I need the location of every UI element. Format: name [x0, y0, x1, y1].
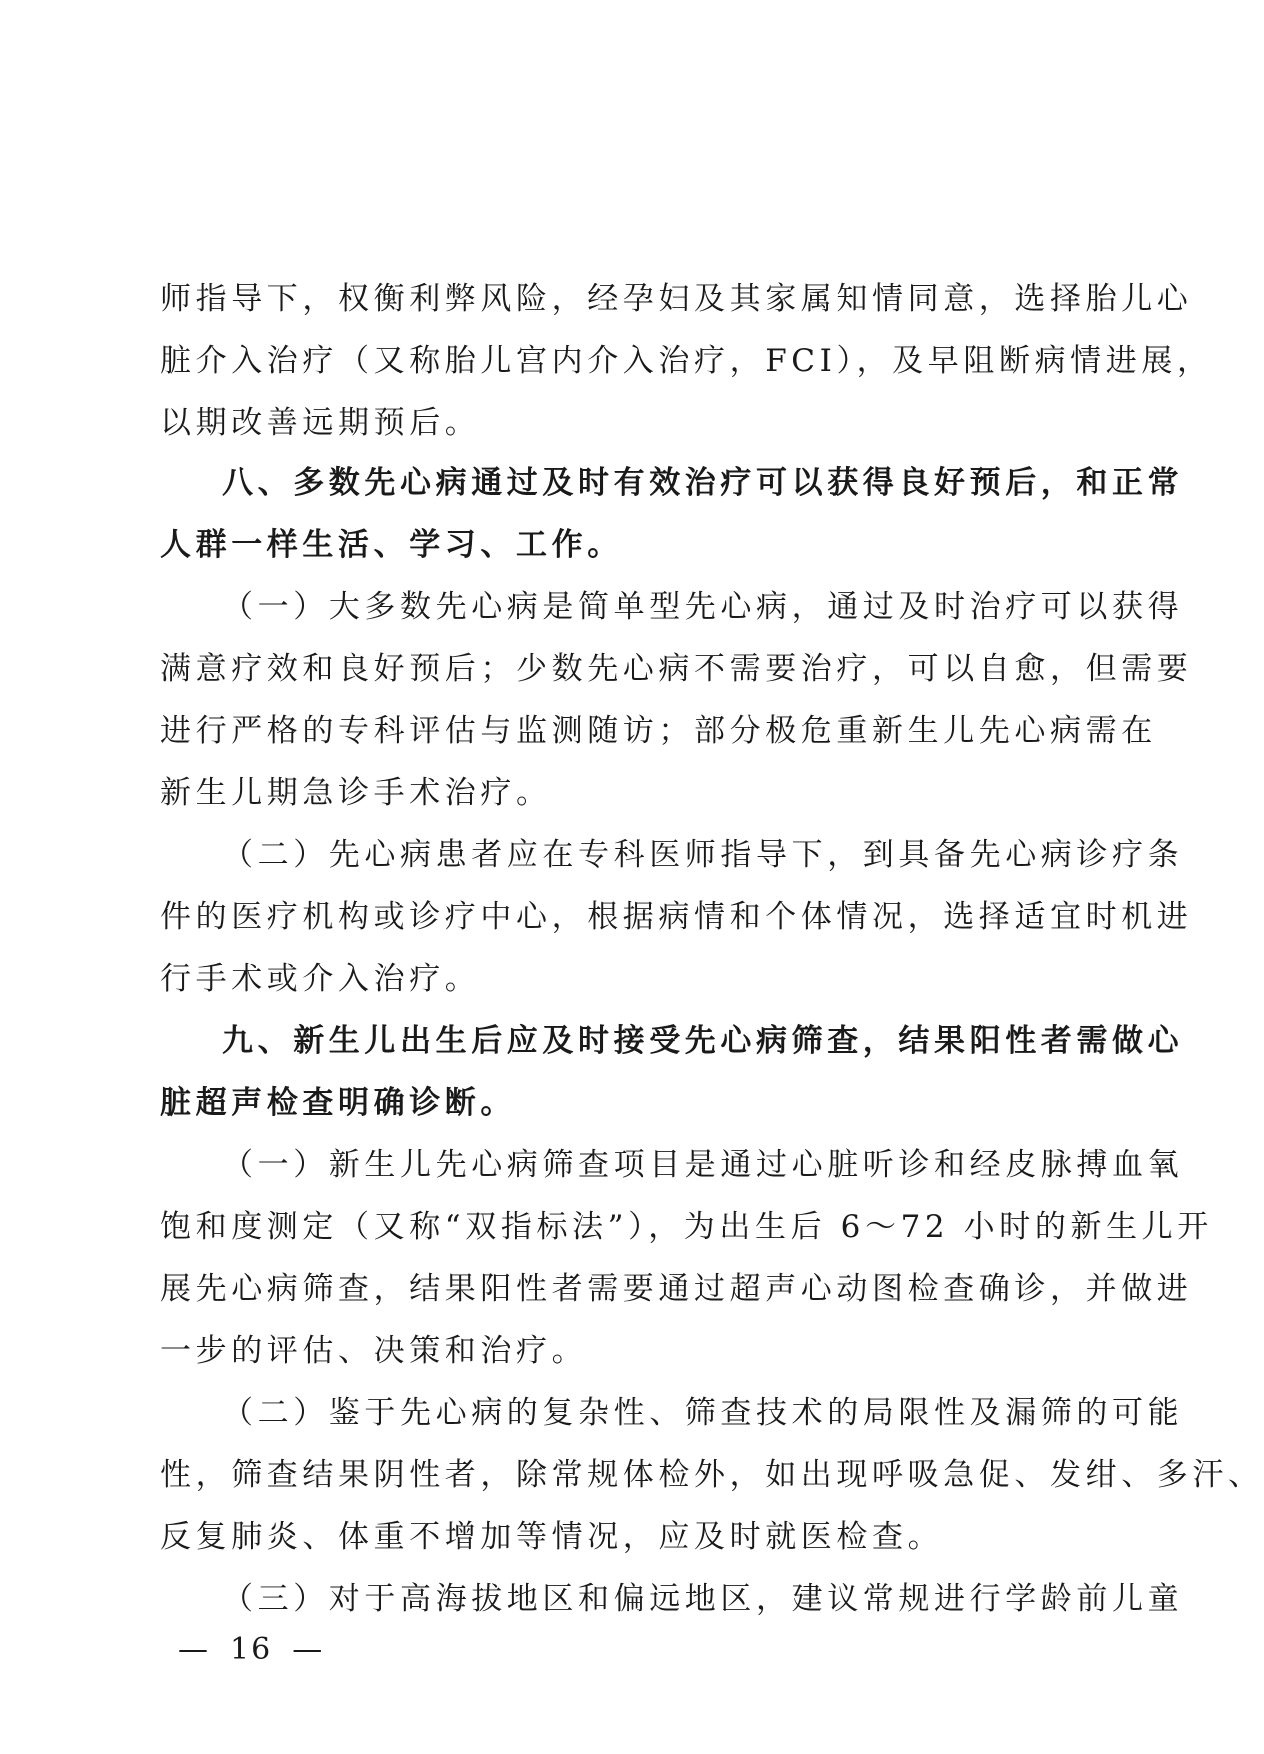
text-line: 脏介入治疗（又称胎儿宫内介入治疗，FCI），及早阻断病情进展，	[160, 343, 1213, 379]
text-line: 满意疗效和良好预后；少数先心病不需要治疗，可以自愈，但需要	[160, 651, 1193, 687]
paragraph-8-1	[160, 576, 1193, 824]
text-line: 展先心病筛查，结果阳性者需要通过超声心动图检查确诊，并做进	[160, 1271, 1193, 1307]
page-number-dash-left: —	[178, 1632, 210, 1667]
text-line: 反复肺炎、体重不增加等情况，应及时就医检查。	[160, 1519, 944, 1555]
text-line: （一）大多数先心病是简单型先心病，通过及时治疗可以获得	[222, 589, 1184, 625]
page-number-value: 16	[230, 1632, 273, 1667]
heading-line: 九、新生儿出生后应及时接受先心病筛查，结果阳性者需做心	[222, 1023, 1184, 1059]
heading-line: 八、多数先心病通过及时有效治疗可以获得良好预后，和正常	[222, 465, 1184, 501]
text-line: （三）对于高海拔地区和偏远地区，建议常规进行学龄前儿童	[222, 1581, 1184, 1617]
heading-line: 脏超声检查明确诊断。	[160, 1085, 516, 1121]
page-number	[172, 1632, 330, 1667]
text-line: （一）新生儿先心病筛查项目是通过心脏听诊和经皮脉搏血氧	[222, 1147, 1184, 1183]
text-line: 进行严格的专科评估与监测随访；部分极危重新生儿先心病需在	[160, 713, 1157, 749]
heading-line: 人群一样生活、学习、工作。	[160, 527, 623, 563]
text-line: 一步的评估、决策和治疗。	[160, 1333, 588, 1369]
text-line: 性，筛查结果阴性者，除常规体检外，如出现呼吸急促、发绀、多汗、	[160, 1457, 1264, 1493]
text-line: （二）鉴于先心病的复杂性、筛查技术的局限性及漏筛的可能	[222, 1395, 1184, 1431]
text-line: 以期改善远期预后。	[160, 405, 481, 441]
paragraph-9-3	[160, 1568, 1184, 1630]
paragraph-continuation	[160, 268, 1213, 454]
text-line: 件的医疗机构或诊疗中心，根据病情和个体情况，选择适宜时机进	[160, 899, 1193, 935]
page-number-dash-right: —	[292, 1632, 325, 1667]
section-heading-9	[160, 1010, 1184, 1134]
text-line: 师指导下，权衡利弊风险，经孕妇及其家属知情同意，选择胎儿心	[160, 281, 1193, 317]
text-line: 行手术或介入治疗。	[160, 961, 481, 997]
text-line: 饱和度测定（又称“双指标法”），为出生后 6～72 小时的新生儿开	[160, 1209, 1213, 1245]
text-line: 新生儿期急诊手术治疗。	[160, 775, 552, 811]
section-heading-8	[160, 452, 1184, 576]
paragraph-9-1	[160, 1134, 1213, 1382]
paragraph-9-2	[160, 1382, 1264, 1568]
text-line: （二）先心病患者应在专科医师指导下，到具备先心病诊疗条	[222, 837, 1184, 873]
paragraph-8-2	[160, 824, 1193, 1010]
